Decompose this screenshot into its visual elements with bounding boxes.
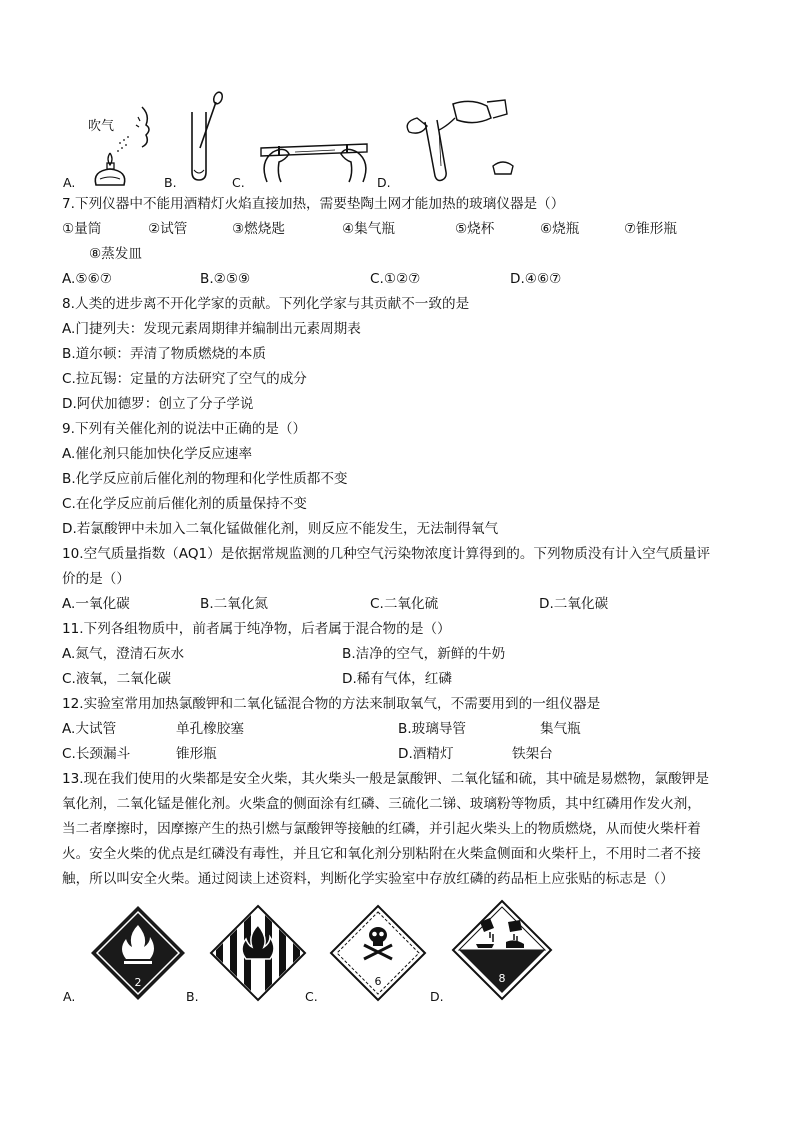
q11-option-a: A.氮气，澄清石灰水 bbox=[62, 646, 185, 662]
q7-item-8: ⑧蒸发皿 bbox=[89, 246, 142, 262]
q12-option-b-second: 集气瓶 bbox=[540, 721, 581, 737]
q7-item-1: ①量筒 bbox=[62, 221, 102, 237]
q7-option-d: D.④⑥⑦ bbox=[510, 271, 562, 287]
q12-stem: 12.实验室常用加热氯酸钾和二氧化锰混合物的方法来制取氧气，不需要用到的一组仪器是 bbox=[62, 696, 601, 712]
q7-option-a: A.⑤⑥⑦ bbox=[62, 271, 112, 287]
q13-option-a: A. bbox=[63, 989, 76, 1004]
q13-line-1: 13.现在我们使用的火柴都是安全火柴，其火柴头一般是氯酸钾、二氧化锰和硫，其中硫是易燃物，氯酸钾是 bbox=[62, 771, 709, 787]
sign-d-number: 8 bbox=[498, 972, 506, 985]
q9-option-c: C.在化学反应前后催化剂的质量保持不变 bbox=[62, 496, 307, 512]
q6-option-b: B. bbox=[164, 175, 177, 190]
q10-stem-line2: 价的是（） bbox=[62, 571, 130, 587]
flammable-solid-sign-icon bbox=[208, 903, 308, 1003]
q11-stem: 11.下列各组物质中，前者属于纯净物，后者属于混合物的是（） bbox=[62, 621, 451, 637]
q10-option-c: C.二氧化硫 bbox=[370, 596, 439, 612]
q7-item-4: ④集气瓶 bbox=[342, 221, 395, 237]
q11-option-b: B.洁净的空气，新鲜的牛奶 bbox=[342, 646, 506, 662]
q13-line-2: 氧化剂，二氧化锰是催化剂。火柴盒的侧面涂有红磷、三硫化二锑、玻璃粉等物质，其中红磷用作发火剂， bbox=[62, 796, 701, 812]
q13-line-4: 火。安全火柴的优点是红磷没有毒性，并且它和氧化剂分别粘附在火柴盒侧面和火柴杆上，不用时二者不接 bbox=[62, 846, 701, 862]
q8-option-d: D.阿伏加德罗：创立了分子学说 bbox=[62, 396, 254, 412]
alcohol-lamp-blow-figure bbox=[80, 95, 165, 187]
pouring-liquid-figure bbox=[395, 96, 525, 184]
q13-line-3: 当二者摩擦时，因摩擦产生的热引燃与氯酸钾等接触的红磷，并引起火柴头上的物质燃烧，从而使火柴杆着 bbox=[62, 821, 701, 837]
q7-item-2: ②试管 bbox=[148, 221, 188, 237]
hands-heating-tube-figure bbox=[255, 122, 375, 184]
q8-option-c: C.拉瓦锡：定量的方法研究了空气的成分 bbox=[62, 371, 307, 387]
sign-c-number: 6 bbox=[374, 975, 382, 988]
q9-option-b: B.化学反应前后催化剂的物理和化学性质都不变 bbox=[62, 471, 348, 487]
q7-item-7: ⑦锥形瓶 bbox=[624, 221, 677, 237]
q7-item-3: ③燃烧匙 bbox=[232, 221, 285, 237]
q12-option-c-second: 锥形瓶 bbox=[176, 746, 217, 762]
sign-a-number: 2 bbox=[134, 976, 142, 989]
q12-option-d-second: 铁架台 bbox=[512, 746, 553, 762]
q7-option-c: C.①②⑦ bbox=[370, 271, 421, 287]
q12-option-c: C.长颈漏斗 bbox=[62, 746, 131, 762]
q12-option-d: D.酒精灯 bbox=[398, 746, 454, 762]
q7-stem: 7.下列仪器中不能用酒精灯火焰直接加热，需要垫陶土网才能加热的玻璃仪器是（） bbox=[62, 196, 565, 212]
q13-line-5: 触，所以叫安全火柴。通过阅读上述资料，判断化学实验室中存放红磷的药品柜上应张贴的标志是（） bbox=[62, 871, 674, 887]
blow-text: 吹气 bbox=[88, 119, 115, 134]
q12-option-a-second: 单孔橡胶塞 bbox=[176, 721, 244, 737]
q8-option-a: A.门捷列夫：发现元素周期律并编制出元素周期表 bbox=[62, 321, 361, 337]
q9-option-d: D.若氯酸钾中未加入二氧化锰做催化剂，则反应不能发生，无法制得氧气 bbox=[62, 521, 499, 537]
q8-stem: 8.人类的进步离不开化学家的贡献。下列化学家与其贡献不一致的是 bbox=[62, 296, 470, 312]
corrosive-sign-icon bbox=[450, 898, 554, 1002]
toxic-sign-icon bbox=[328, 903, 428, 1003]
q13-option-d: D. bbox=[430, 989, 444, 1004]
q12-option-a: A.大试管 bbox=[62, 721, 117, 737]
q8-option-b: B.道尔顿：弄清了物质燃烧的本质 bbox=[62, 346, 266, 362]
q12-option-b: B.玻璃导管 bbox=[398, 721, 467, 737]
q10-option-b: B.二氧化氮 bbox=[200, 596, 269, 612]
q10-stem-line1: 10.空气质量指数（AQ1）是依据常规监测的几种空气污染物浓度计算得到的。下列物质没有计入空气质量评 bbox=[62, 546, 711, 562]
q10-option-a: A.一氧化碳 bbox=[62, 596, 130, 612]
test-tube-dropper-figure bbox=[180, 90, 230, 185]
q13-option-b: B. bbox=[186, 989, 199, 1004]
q6-option-d: D. bbox=[377, 175, 391, 190]
q13-option-c: C. bbox=[305, 989, 318, 1004]
q10-option-d: D.二氧化碳 bbox=[539, 596, 609, 612]
q9-option-a: A.催化剂只能加快化学反应速率 bbox=[62, 446, 253, 462]
q7-option-b: B.②⑤⑨ bbox=[200, 271, 251, 287]
q6-option-a: A. bbox=[63, 175, 76, 190]
q7-item-6: ⑥烧瓶 bbox=[540, 221, 580, 237]
q9-stem: 9.下列有关催化剂的说法中正确的是（） bbox=[62, 421, 307, 437]
sign-b-number: 4 bbox=[254, 977, 262, 990]
q11-option-d: D.稀有气体，红磷 bbox=[342, 671, 452, 687]
q7-item-5: ⑤烧杯 bbox=[455, 221, 495, 237]
flammable-gas-sign-icon bbox=[88, 903, 188, 1003]
q6-option-c: C. bbox=[232, 175, 245, 190]
q11-option-c: C.液氧，二氧化碳 bbox=[62, 671, 171, 687]
